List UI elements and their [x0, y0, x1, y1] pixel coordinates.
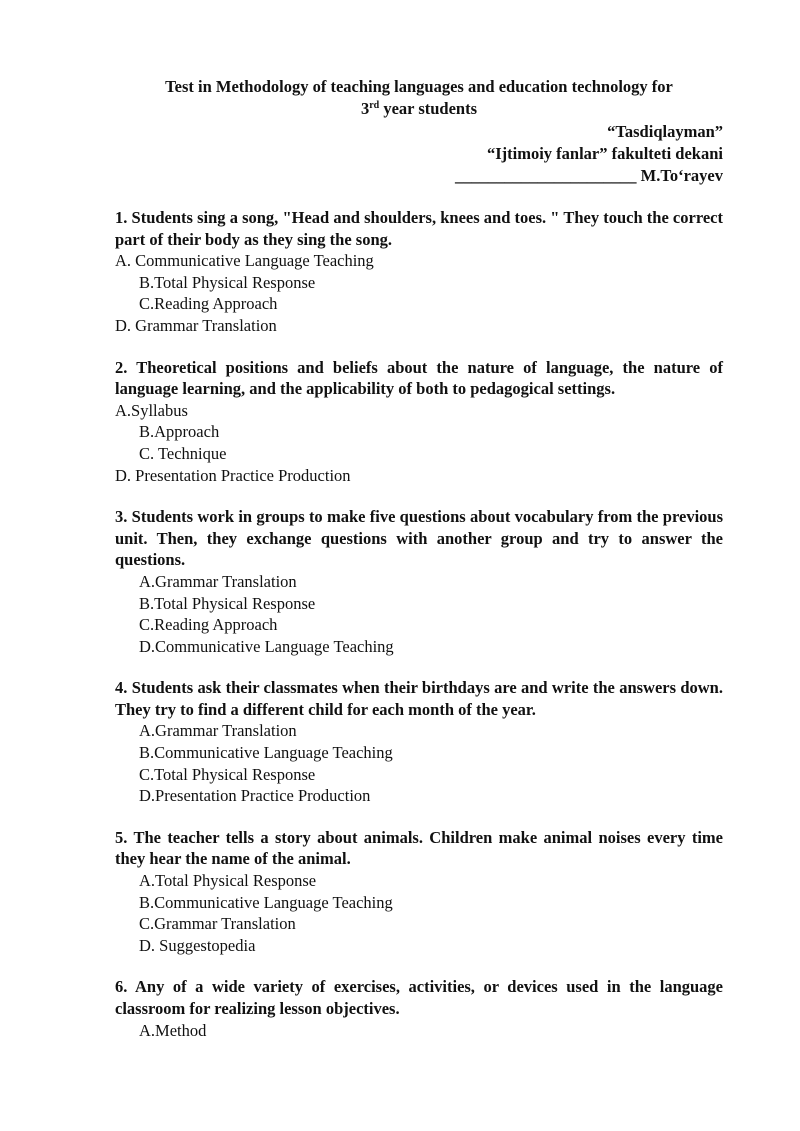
- question-2: [115, 357, 723, 487]
- question-stem: 5. The teacher tells a story about animals. Children make animal noises every time they hear the name of the animal.: [115, 827, 723, 869]
- option-c: C. Technique: [139, 443, 227, 463]
- year-students: year students: [379, 99, 478, 118]
- title-line-1: Test in Methodology of teaching languages and education technology for: [165, 77, 673, 96]
- question-list: [115, 207, 723, 1041]
- question-1: [115, 207, 723, 337]
- option-c: C.Reading Approach: [139, 615, 278, 635]
- option-a: A. Communicative Language Teaching: [115, 251, 374, 271]
- option-a: A.Total Physical Response: [139, 871, 317, 891]
- option-d: D. Presentation Practice Production: [115, 465, 351, 485]
- question-stem: 6. Any of a wide variety of exercises, activities, or devices used in the language classroom for realizing lesson objectives.: [115, 977, 723, 1018]
- option-a: A.Grammar Translation: [139, 721, 297, 741]
- option-d: D. Grammar Translation: [115, 315, 277, 335]
- approval-block: [115, 121, 723, 187]
- approval-line-2: “Ijtimoiy fanlar” fakulteti dekani: [486, 144, 723, 163]
- option-b: B.Communicative Language Teaching: [139, 743, 393, 763]
- title-line-2: [115, 98, 723, 120]
- option-a: A.Syllabus: [115, 400, 188, 420]
- option-c: C.Grammar Translation: [139, 914, 296, 934]
- option-c: C.Total Physical Response: [139, 764, 316, 784]
- question-stem: 2. Theoretical positions and beliefs about the nature of language, the nature of language learning, and the applicability of both to pedagogical settings.: [115, 357, 723, 399]
- document-title: [115, 76, 723, 120]
- year-number: 3: [360, 99, 370, 118]
- option-c: C.Reading Approach: [139, 294, 278, 314]
- question-stem: 3. Students work in groups to make five questions about vocabulary from the previous unit. Then, they exchange questions with another group and try to answer the questions.: [115, 507, 723, 570]
- document-page: [115, 76, 723, 1041]
- option-d: D.Communicative Language Teaching: [139, 636, 394, 656]
- option-d: D.Presentation Practice Production: [139, 786, 371, 806]
- year-suffix: rd: [369, 100, 380, 111]
- approval-line-1: “Tasdiqlayman”: [607, 122, 723, 141]
- option-a: A.Method: [139, 1020, 207, 1040]
- question-stem: 4. Students ask their classmates when their birthdays are and write the answers down. They try to find a different child for each month of the year.: [115, 678, 723, 719]
- option-b: B.Total Physical Response: [139, 593, 316, 613]
- option-b: B.Communicative Language Teaching: [139, 892, 393, 912]
- option-b: B.Approach: [139, 422, 220, 442]
- option-a: A.Grammar Translation: [139, 571, 297, 591]
- option-d: D. Suggestopedia: [139, 935, 256, 955]
- option-b: B.Total Physical Response: [139, 272, 316, 292]
- question-stem: 1. Students sing a song, "Head and shoulders, knees and toes. " They touch the correct part of their body as they sing the song.: [115, 208, 723, 249]
- question-5: [115, 827, 723, 957]
- question-4: [115, 677, 723, 807]
- approval-signature-line: ______________________ M.To‘rayev: [455, 166, 723, 185]
- question-6: [115, 976, 723, 1041]
- question-3: [115, 506, 723, 657]
